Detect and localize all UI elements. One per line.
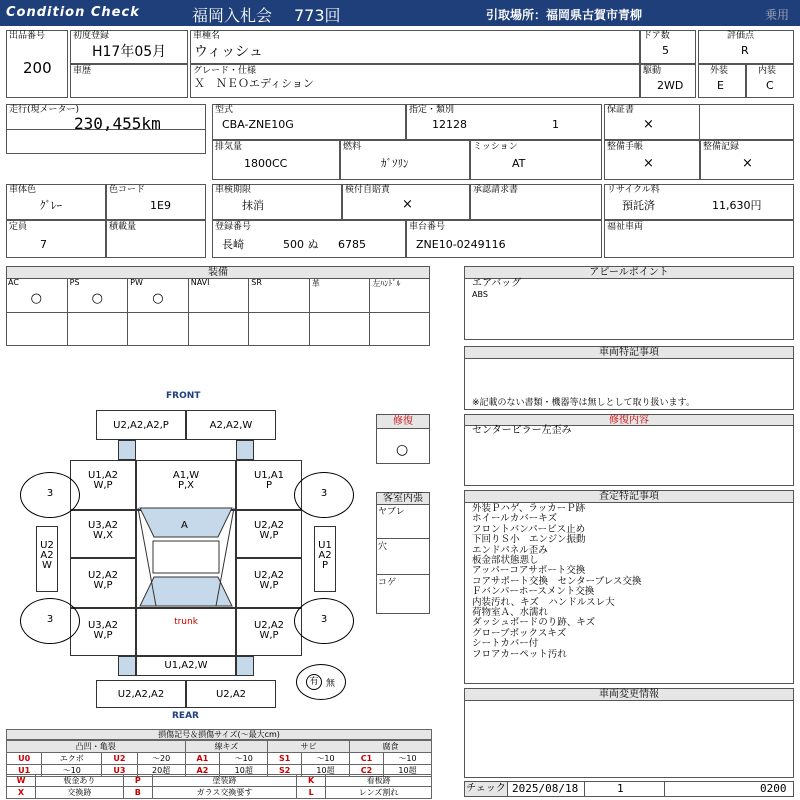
right-front-door: U2,A2 W,P (236, 510, 302, 558)
right-rear-quarter: U2,A2 W,P (236, 608, 302, 656)
drive-label: 駆動 (643, 66, 662, 76)
front-label: FRONT (166, 391, 201, 401)
right-front-fender: U1,A1 P (236, 460, 302, 510)
color-label: 車体色 (9, 185, 37, 195)
inspection-note-line: ダッシュボードのり跡、キズ (472, 617, 596, 629)
inspection-note-line: グローブボックスキズ (472, 627, 567, 639)
equipment-title: 装備 (7, 267, 429, 279)
tire-front-left: 3 (20, 472, 80, 518)
score-label: 評価点 (727, 31, 755, 41)
inspection-notes-title: 査定特記事項 (465, 491, 793, 503)
legend-code: U3 (102, 765, 137, 777)
front-bumper-right: A2,A2,W (186, 410, 276, 440)
type-label: 型式 (215, 105, 234, 115)
drive-value: 2WD (657, 79, 684, 92)
rear-gate: U1,A2,W (136, 656, 236, 676)
legend-desc: 10超 (220, 765, 268, 777)
welfare-label: 福祉車両 (607, 222, 644, 232)
legend-code: S1 (268, 753, 302, 765)
legend-group: 線キズ (185, 741, 268, 753)
chassis-label: 車台番号 (409, 222, 446, 232)
legend-group: サビ (268, 741, 350, 753)
right-step: U1 A2 P (314, 526, 336, 592)
legend-desc: 10超 (302, 765, 350, 777)
lot-label: 出品番号 (9, 31, 46, 41)
capacity-label: 定員 (9, 222, 28, 232)
plate-class: 500 ぬ (283, 238, 319, 251)
trunk-area: trunk (136, 608, 236, 656)
legend-desc: 板金あり (36, 775, 124, 787)
mission-value: AT (512, 157, 526, 170)
inspection-note-line: 下回りＳ小 エンジン振動 (472, 534, 586, 546)
displacement-value: 1800CC (244, 157, 288, 170)
equipment-item (127, 278, 188, 346)
legend-code: A1 (185, 753, 220, 765)
inspection-note-line: コアサポート交換 センターブレス交換 (472, 575, 642, 587)
legend-table (6, 740, 432, 777)
legend-extra-table (6, 774, 432, 799)
rear-bumper-left: U2,A2,A2 (96, 680, 186, 708)
model-name: ウィッシュ (194, 44, 263, 60)
check-label: チェック (466, 783, 506, 794)
legend-desc: ～10 (302, 753, 350, 765)
legend-desc: 塗装跡 (152, 775, 296, 787)
lot-number: 200 (23, 59, 52, 77)
front-light-right (236, 440, 254, 460)
ext-label: 外装 (710, 66, 729, 76)
legend-group: 腐食 (349, 741, 431, 753)
repair-marker-value: ○ (396, 442, 409, 458)
right-rear-door: U2,A2 W,P (236, 558, 302, 608)
fuel-value: ｶﾞｿﾘﾝ (381, 157, 409, 170)
legend-code: C2 (349, 765, 383, 777)
inspection-note-line: フロントバンパービス止め (472, 523, 586, 535)
special-title: 車両特記事項 (465, 347, 793, 359)
spare-tire-status: 無 (326, 679, 336, 689)
tire-rear-right: 3 (294, 598, 354, 644)
legend-desc: 20超 (137, 765, 185, 777)
mission-label: ミッション (473, 142, 518, 152)
equipment-item (309, 278, 370, 346)
fuel-label: 燃料 (343, 142, 362, 152)
inspection-label: 車検期限 (215, 185, 252, 195)
session-number: 773回 (294, 6, 341, 25)
auto-tax-value: × (402, 197, 413, 212)
legend-code: X (7, 787, 36, 799)
equipment-item (67, 278, 128, 346)
pickup-location: 引取場所：福岡県古賀市青柳 (486, 8, 643, 22)
auction-name: 福岡入札会 (192, 6, 273, 25)
legend-code: A2 (185, 765, 220, 777)
tire-rear-left: 3 (20, 598, 80, 644)
equipment-item (6, 278, 67, 346)
rear-light-right (236, 656, 254, 676)
first-reg-label: 初度登録 (73, 31, 110, 41)
recycle-status: 預託済 (622, 199, 655, 212)
equipment-item-label: AC (8, 278, 19, 287)
auto-tax-label: 検付自賠責 (345, 185, 391, 195)
recycle-label: リサイクル料 (607, 185, 660, 195)
inspection-value: 抹消 (242, 199, 264, 212)
equipment-item-mark: ○ (152, 291, 164, 306)
plate-number: 6785 (338, 238, 366, 251)
inspection-note-line: 内装汚れ、キズ ハンドルスレ大 (472, 596, 615, 608)
front-bumper-left: U2,A2,A2,P (96, 410, 186, 440)
recycle-fee: 11,630円 (712, 199, 762, 212)
designation-value: 12128 (432, 118, 467, 131)
legend-desc: レンズ割れ (326, 787, 432, 799)
legend-desc: ～10 (383, 753, 431, 765)
doors-value: 5 (662, 44, 669, 57)
service-book-label: 整備手帳 (607, 142, 644, 152)
type-value: CBA-ZNE10G (222, 118, 294, 131)
legend-desc: エクボ (42, 753, 102, 765)
designation-label: 指定・類別 (409, 105, 455, 115)
legend-code: W (7, 775, 36, 787)
spare-tire-yes: 有 (306, 674, 322, 690)
legend-desc: ガラス交換要す (152, 787, 296, 799)
equipment-item-label: PW (130, 278, 143, 287)
equipment-item-label: SR (251, 278, 262, 287)
int-value: C (766, 79, 774, 92)
service-record-value: × (742, 156, 753, 171)
plate-area: 長崎 (222, 238, 244, 251)
hood-panel: A1,W P,X (136, 460, 236, 510)
repair-marker-title: 修復 (377, 415, 429, 429)
ext-value: E (717, 79, 724, 92)
color-code-value: 1E9 (150, 199, 171, 212)
grade-label: グレード・仕様 (193, 66, 257, 76)
left-rear-quarter: U3,A2 W,P (70, 608, 136, 656)
legend-code: P (123, 775, 152, 787)
legend-desc: 10超 (383, 765, 431, 777)
equipment-item-mark: ○ (91, 291, 104, 306)
vehicle-class: 乗用 (765, 8, 790, 22)
cabin-row: コゲ (378, 578, 397, 588)
legend-desc: 看板跡 (326, 775, 432, 787)
appeal-line: ABS (472, 290, 488, 299)
first-reg-value: H17年05月 (92, 44, 167, 60)
legend-code: B (123, 787, 152, 799)
inspection-note-line: シートカバー付 (472, 638, 539, 650)
grade-value: Ｘ ＮＥＯエディション (194, 77, 314, 90)
rear-light-left (118, 656, 136, 676)
model-name-label: 車種名 (193, 31, 221, 41)
legend-title: 損傷記号＆損傷サイズ(～最大cm) (6, 729, 432, 740)
legend-code: K (297, 775, 326, 787)
int-label: 内装 (758, 66, 777, 76)
tire-front-right: 3 (294, 472, 354, 518)
inspection-note-line: フロアカーペット汚れ (472, 648, 567, 660)
legend-code: S2 (268, 765, 302, 777)
equipment-item (188, 278, 249, 346)
inspection-note-line: 外装Ｐハゲ、ラッカーＰ跡 (472, 503, 586, 514)
inspection-note-line: エンドパネル歪み (472, 544, 548, 556)
rear-bumper-right: U2,A2 (186, 680, 276, 708)
warranty-value: × (643, 117, 654, 132)
equipment-item (248, 278, 309, 346)
check-number: 1 (617, 782, 624, 795)
color-code-label: 色コード (109, 185, 146, 195)
inspection-note-line: 板金部状態悪し (472, 555, 539, 566)
app-title: Condition Check (6, 5, 140, 20)
legend-desc: ～10 (42, 765, 102, 777)
equipment-item-label: 革 (311, 279, 320, 288)
capacity-value: 7 (40, 238, 47, 251)
service-book-value: × (643, 156, 654, 171)
equipment-item-label: 左ﾊﾝﾄﾞﾙ (372, 279, 401, 288)
check-date: 2025/08/18 (512, 782, 579, 795)
chassis-value: ZNE10-0249116 (416, 238, 506, 251)
inspection-note-line: 荷物室Ａ、水濡れ (472, 607, 549, 618)
displacement-label: 排気量 (215, 142, 243, 152)
cabin-row: 穴 (378, 542, 388, 552)
change-info-title: 車両変更情報 (465, 689, 793, 701)
special-note: ※記載のない書類・機器等は無しとして取り扱います。 (472, 398, 695, 408)
legend-group: 凸凹・亀裂 (7, 741, 186, 753)
equipment-item (369, 278, 430, 346)
left-front-door: U3,A2 W,X (70, 510, 136, 558)
plate-label: 登録番号 (215, 222, 252, 232)
legend-desc: ～20 (137, 753, 185, 765)
mileage-label: 走行(現メーター) (9, 105, 80, 115)
left-front-fender: U1,A2 W,P (70, 460, 136, 510)
left-rear-door: U2,A2 W,P (70, 558, 136, 608)
rear-label: REAR (172, 711, 199, 721)
legend-code: L (297, 787, 326, 799)
cabin-row: ヤブレ (378, 507, 405, 517)
front-light-left (118, 440, 136, 460)
left-step: U2 A2 W (36, 526, 58, 592)
inspection-note-line: Ｆバンパーホースメント交換 (472, 586, 595, 598)
equipment-item-label: PS (69, 278, 80, 287)
doors-label: ドア数 (643, 31, 670, 41)
cabin-title: 客室内張 (377, 493, 429, 505)
approval-label: 承認請求書 (473, 185, 519, 195)
load-label: 積載量 (109, 222, 137, 232)
inspection-note-line: ホイールカバーキズ (472, 513, 558, 525)
legend-code: C1 (349, 753, 383, 765)
color-value: ｸﾞﾚｰ (40, 199, 62, 212)
history-label: 車歴 (73, 66, 92, 76)
repair-detail-text: センターピラー左歪み (472, 425, 572, 436)
legend-desc: ～10 (220, 753, 268, 765)
legend-code: U0 (7, 753, 42, 765)
service-record-label: 整備記録 (703, 142, 740, 152)
appeal-line: エアバッグ (472, 278, 522, 289)
legend-code: U1 (7, 765, 42, 777)
appeal-title: アピールポイント (465, 267, 793, 279)
warranty-label: 保証書 (607, 105, 635, 115)
inspection-note-line: アッパーコアサポート交換 (472, 565, 586, 577)
equipment-item-mark: ○ (30, 291, 42, 306)
category-value: 1 (552, 118, 559, 131)
change-info-box (464, 688, 794, 778)
repair-detail-title: 修復内容 (465, 415, 793, 426)
legend-desc: 交換跡 (36, 787, 124, 799)
score-value: R (741, 44, 749, 57)
equipment-item-label: NAVI (190, 278, 210, 287)
check-code: 0200 (760, 782, 787, 795)
legend-code: U2 (102, 753, 137, 765)
mileage-value: 230,455km (74, 114, 161, 133)
roof-damage: A (181, 520, 188, 531)
